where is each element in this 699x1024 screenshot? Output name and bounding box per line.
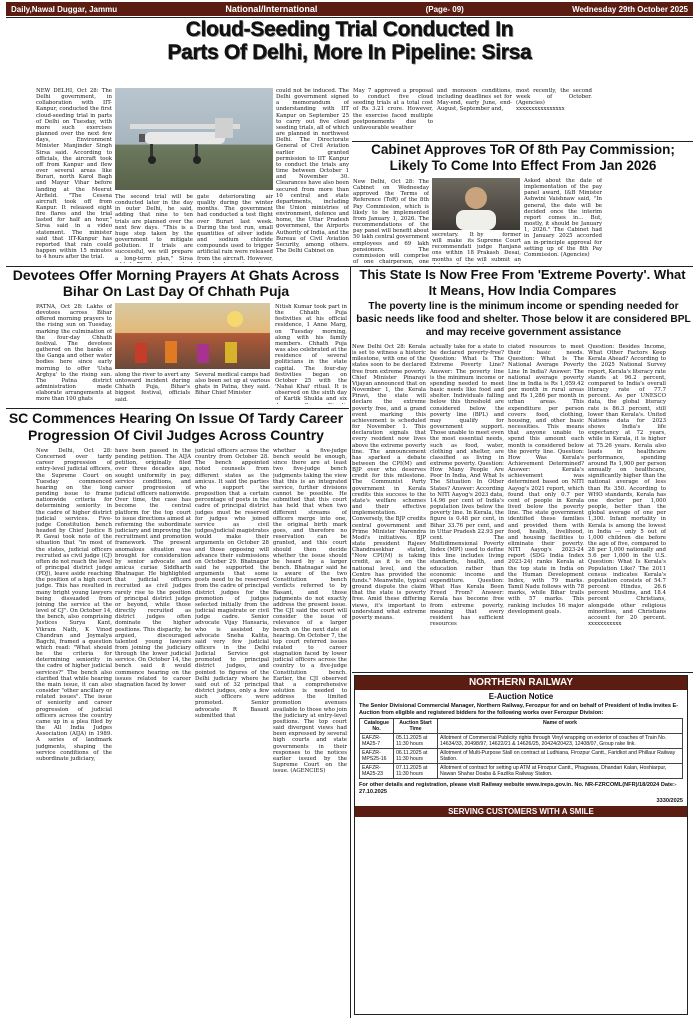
lead-column-3: gate deteriorating air quality during the winter months. The government had conducted a test flight over Burari last week. During the test run, small quantities of silver iodide and sodium chloride compounds used to trigger artificial rain were released from the aircraft. However, bbox=[197, 194, 273, 262]
sc-column-1: New Delhi, Oct 28: Concerned over tardy career progression of entry-level judicial officers, the Supreme Court on Tuesday commenced hearing on the long pending issue to frame nationwide criteria for determining seniority in the cadre of higher district judicial services. Five-judge Constitution bench headed by Chief Justice B R Gavai took note of the situation that "in most of the states, judicial officers recruited as civil judge (CJ) often do not reach the level of principal district judge (PDJ), leave aside reaching the position of a high court judge. This has resulted in many bright young lawyers being dissuaded from joining the service at the level of CJ". On October 14, the bench, also comprising Justices Surya Kant, Vikram Nath, K Vinod Chandran and Joymalya Bagchi, framed a question which read: "What should be the criteria for determining seniority in the cadre of higher judicial services?" The bench also clarified that while hearing the main issue, it can also consider "other ancillary or related issues". The issue of seniority and career progression of judicial officers across the country came up in a plea filed by the All India Judges Association (AIJA) in 1989. A series of landmark judgments, shaping the service conditions of the subordinate judiciary, bbox=[36, 448, 112, 762]
railway-ad bbox=[354, 675, 688, 1015]
crowd-icon bbox=[115, 303, 270, 369]
poverty-subhead: The poverty line is the minimum income or spending needed for basic needs like food and shelter. Those below it are considered BPL and may receive government assistance bbox=[356, 301, 691, 338]
chhath-column-4: Nitish Kumar took part in the Chhath Puja festivities at his official residence, 1 Anne Marg, on Tuesday morning, along with his family members. Chhath Puja was also celebrated at the residence of several politicians in the state capital. The four-day festivities began on October 25 with the 'Nahai Khai' ritual. It is observed on the sixth day of Kartik Shukla and six bbox=[275, 304, 347, 403]
poverty-column-3: ciated resources to meet their basic needs. Question: What Is The National Average Poverty Line In India? Answer: The national average poverty line in India is Rs 1,059.42 per month in rural areas and Rs 1,286 per month in urban areas. This expenditure per person covers food, clothing, housing, and other basic necessities. This means that anyone unable to spend this amount each month is considered below the poverty line. Question: How Was Kerala's Achievement Determined? Answer: Kerala's achievement was determined based on NITI Aayog's 2021 report, which found that only 0.7 per cent of people in Kerala lived below the poverty line. The state government identified these families and provided them with food, health, livelihood, and housing facilities to eliminate their poverty. NITI Aayog's 2023-24 report (SDG India Index 2023-24) ranks Kerala at the top state in India on the Human Development Index, with 79 marks. Tamil Nadu follows with 78 marks, while Bihar trails with 57 marks. This ranking includes 16 major development goals. bbox=[508, 344, 584, 615]
table-row bbox=[360, 749, 683, 764]
divider bbox=[352, 672, 693, 673]
table-cell: 06.11.2025 at 11:30 hours bbox=[394, 749, 438, 764]
table-cell: EAFZR-MA25-23 bbox=[360, 764, 394, 779]
table-cell: 07.11.2025 at 11:30 hours bbox=[394, 764, 438, 779]
person-icon bbox=[432, 178, 520, 230]
sc-headline-2: Progression Of Civil Judges Across Country bbox=[28, 427, 324, 443]
poverty-column-4: Question: Besides Income, What Other Factors Keep Kerala Ahead? According to the 2025 National Survey report, Kerala's literacy rate stands at 96.2 percent, compared to India's overall literacy rate of 77.7 percent. As per UNESCO data, the global literacy rate is 86.3 percent, still lower than Kerala's. United Nations data for 2023 shows India's life expectancy at 72 years, while in Kerala, it is higher at 75.26 years. Kerala also leads in healthcare performance, spending around Rs 1,900 per person annually on healthcare, significantly higher than the national average of less than Rs 350. According to WHO standards, Kerala has one doctor per 1,000 people, better than the global average of one per 1,300. Infant mortality in Kerala is among the lowest in India — only 5 out of 1,000 children die before the age of five, compared to 28 per 1,000 nationally and 5.6 per 1,000 in the U.S. Question: What Is Kerala's Population Like? The 2011 census indicates Kerala's population consists of 54.7 percent Hindus, 26.6 percent Muslims, and 18.4 percent Christians, alongside other religious minorities, and Christians account for 20 percent. xxxxxxxxxxx bbox=[588, 344, 666, 628]
cabinet-headline-2: Likely To Come Into Effect From Jan 2026 bbox=[389, 158, 657, 173]
poverty-column-1: New Delhi Oct 28: Kerala is set to witness a historic milestone, with one of the states soon to be declared free from extreme poverty. Chief Minister Pinarayi Vijayan announced that on November 1, the Kerala Piravi, the state will declare the extreme poverty free, and a grand event marking this achievement is scheduled for November 1. This declaration signals that every resident now lives above the extreme poverty line. The announcement has sparked a debate between the CPI(M) and BJP over who deserves credit for this milestone. The Communist Party government in Kerala credits this success to the state's welfare schemes and their effective implementation. Conversely, the BJP credits central government and Prime Minister Narendra Modi's initiatives. BJP state president Rajeev Chandrasekhar stated, "Now CPI(M) is taking credit, as it is on the national level, and the Centre has provided the funds." Meanwhile, typical ground dispute the claim that the state is poverty free. Amid these differing views, it's important to understand what extreme poverty means. bbox=[352, 344, 426, 621]
page-number: (Page- 09) bbox=[425, 4, 464, 14]
lead-column-1: NEW DELHI, Oct 28: The Delhi government, in collaboration with IIT-Kanpur, conducted the first cloud-seeding trial in parts of Delhi on Tuesday, with more such exercises planned over the next few days, Environment Minister Manjinder Singh Sirsa said. According to officials, the aircraft took off from Kanpur and flew over several areas like Burari, north Karol Bagh and Mayur Vihar before landing at the Meerut Airfield. "The Cessna aircraft took off from Kanpur. It released eight fire flares and the trial lasted for half an hour," Sirsa said in a video statement. The minister said that IIT-Kanpur has reported that rain could happen within 15 minutes to 4 hours after the trial. bbox=[36, 88, 112, 261]
table-header: Name of work bbox=[438, 719, 683, 734]
poverty-headline-1: This State Is Now Free From 'Extreme Poverty'. What bbox=[359, 267, 686, 282]
aircraft-icon bbox=[115, 88, 273, 190]
poverty-headline-2: It Means, How India Compares bbox=[428, 283, 617, 298]
sc-column-4: whether a five-judge bench would be enough, since there are at least two five-judge bench judgments taking the view that this is an integrated service, further divisions cannot be possible. He submitted that this court has held that when two different streams of officers merge into one, the original birth mark goes, and therefore no reservation can be granted, and this court should then decide whether the issue should be heard by a larger bench. Bhatnagar said he is aware of the two Constitution bench verdicts referred to by Basant, and those judgments do not exactly address the present issue. The CJI said the court will consider the issue of relevance of a larger bench on the next date of hearing. On October 7, the top court referred issues related to career stagnation faced by lower judicial officers across the country to a five-judge Constitution bench. Earlier, the CJI observed that a comprehensive solution is needed to address the limited promotion avenues available to those who join the judiciary at entry-level positions. The top court said divergent views had been expressed by several high courts and state governments in their responses to the notices earlier issued by the Supreme Court on the issue. (AGENCIES) bbox=[273, 448, 347, 775]
railway-footer-note: For other details and registration, please visit Railway website www.ireps.gov.in. No. NR-FZRCOML(NFR)/18/2024 Date:- 27.10.2025 bbox=[359, 782, 677, 795]
issue-date: Wednesday 29th October 2025 bbox=[572, 4, 688, 14]
paper-name: Daily,Nawal Duggar, Jammu bbox=[11, 4, 118, 14]
railway-ref: 3330/2025 bbox=[656, 798, 683, 805]
railway-subtitle: E-Auction Notice bbox=[488, 692, 554, 701]
chhath-headline-2: Bihar On Last Day Of Chhath Puja bbox=[62, 283, 290, 299]
divider bbox=[350, 266, 351, 1018]
divider bbox=[6, 408, 349, 409]
poverty-column-2: actually take for a state to be declared poverty-free? Question: What Is The Extreme Poverty Line? Answer: The poverty line is the minimum income or spending needed to meet basic needs like food and shelter. Individuals falling below this threshold are considered below the poverty line (BPL) and may qualify for government support. Those unable to meet even the most essential needs, such as food, water, clothing and shelter, are classified as living in extreme poverty. Question: How Many People Are Poor In India, And What Is The Situation In Other States? Answer: According to NITI Aayog's 2023 data, 14.96 per cent of India's population lives below the poverty line. In Kerala, the figure is 0.48 per cent, in Bihar 33.76 per cent, and in Uttar Pradesh 22.93 per cent. The Multidimensional Poverty Index (MPI) used to define this line includes living standards, health, and education rather than economic income and expenditure. Question: What Has Kerala Been Freed From? Answer: Kerala has become free from extreme poverty, meaning that every resident has sufficient resources bbox=[430, 344, 504, 628]
railway-slogan: SERVING CUSTOMERS WITH A SMILE bbox=[355, 806, 687, 817]
lead-column-6: and monsoon conditions, including deadlines set for May-end, early June, end-August, September and, bbox=[437, 88, 512, 113]
table-cell: EAFZR-MPS25-16 bbox=[360, 749, 394, 764]
table-header: Catalogue No. bbox=[360, 719, 394, 734]
table-header: Auction Start Time bbox=[394, 719, 438, 734]
table-cell: Allotment of Commercial Publicity rights through Vinyl wrapping on exterior of coaches of Train No. 14634/33, 20498/97, 14622/21 & 14626/25, 20424/20423, 12408/07, Group rake link. bbox=[438, 734, 683, 749]
table-cell: 05.11.2025 at 11:30 hours bbox=[394, 734, 438, 749]
chhath-column-1: PATNA, Oct 28: Lakhs of devotees across Bihar offered morning prayers to the rising sun on Tuesday, marking the culmination of the four-day Chhath festival. The devotees gathered on the banks of the Ganga and other water bodies here since early morning to offer 'Usha Arghya' to the rising sun. The Patna district administration made elaborate arrangements at more than 100 ghats bbox=[36, 304, 112, 403]
chhath-column-3: Several medical camps had also been set up at various ghats in Patna, they said. Bihar Chief Minister bbox=[195, 372, 270, 397]
cabinet-column-1: New Delhi, Oct 28: The Cabinet on Wednesday approved the Terms of Reference (ToR) of the 8th Pay Commission, which is likely to be implemented from January 1, 2026. The recommendations of the pay panel will benefit about 50 lakh central government employees and 69 lakh pensioners. The commission will comprise of one chairperson, one bbox=[353, 179, 429, 265]
divider bbox=[6, 17, 693, 18]
lead-column-2: The second trial will be conducted later in the day in outer Delhi, he said, adding that nine to ten trials are planned over the next few days. "This is a huge step taken by the government to mitigate pollution. If trials are successful, we will prepare a long-term plan," Sirsa bbox=[115, 194, 193, 262]
sc-column-2: have been passed in the pending petition. The AIJA petition, originally filed over three decades ago, sought uniformity in pay, service conditions, and career progression of judicial officers nationwide. Over time, the case has become the central platform for the top court to issue directions aimed at reforming the subordinate judiciary and improving the recruitment and promotion framework. The present anomalous situation was brought for consideration by senior advocate and amicus curiae Siddharth Bhatnagar. He highlighted that judicial officers recruited as civil judges rarely rise to the position of principal district judge or beyond, while those directly recruited as district judges often dominate the higher positions. This disparity, he argued, discouraged talented young lawyers from joining the judiciary through the lower judicial service. On October 14, the bench said it would commence hearing on the issues related to career stagnation faced by lower bbox=[115, 448, 191, 688]
table-row bbox=[360, 734, 683, 749]
lead-column-5: May 7 approved a proposal to conduct five cloud seeding trials at a total cost of Rs 3.21 crore. However, the exercise faced multiple postponements due to unfavourable weather bbox=[353, 88, 433, 131]
lead-headline-1: Cloud-Seeding Trial Conducted In bbox=[185, 18, 514, 41]
minister-photo bbox=[432, 178, 520, 230]
railway-intro: The Senior Divisional Commercial Manager, Northern Railway, Ferozpur for and on behalf of President of India invites E-Auction from eligible and registered bidders for the following works over Ferozpur Division: bbox=[359, 703, 679, 716]
lead-column-4: could not be induced. The Delhi government signed a memorandum of understanding with IIT Kanpur on September 25 to carry out five cloud seeding trials, all of which are planned in northwest Delhi. The Directorate General of Civil Aviation earlier granted permission to IIT Kanpur to conduct the trials any time between October 1 and November 30. Clearances have also been secured from more than 10 central and state departments, including the Union ministries of environment, defence and home, the Uttar Pradesh government, the Airports Authority of India, and the Bureau of Civil Aviation Security, among others. The Delhi Cabinet on bbox=[276, 88, 349, 255]
cabinet-headline-1: Cabinet Approves ToR Of 8th Pay Commission; bbox=[371, 142, 675, 157]
table-cell: Allotment of contract for setting up ATM at Firozpur Cantt., Phagwara, Dhandari Kalan, Hoshiarpur, Nawan Shahar Doaba & Fazilka Railway Station. bbox=[438, 764, 683, 779]
aircraft-photo bbox=[115, 88, 273, 190]
cabinet-column-4: Asked about the date of implementation of the pay panel award, I&B Minister Ashwini Vaishnaw said, "In general, the date will be decided once the interim report comes in... But, mostly, it should be January 1, 2026." The Cabinet had in January 2025 accorded an in-principle approval for setting up of the 8th Pay Commission. (Agencies) bbox=[524, 178, 602, 258]
railway-title: NORTHERN RAILWAY bbox=[355, 676, 687, 690]
lead-column-7: most recently, the second week of October. (Agencies) xxxxxxxxxxxxxxxx bbox=[516, 88, 592, 113]
table-cell: EAFZR-MA25-7 bbox=[360, 734, 394, 749]
section-name: National/International bbox=[225, 4, 318, 14]
cabinet-column-3: by former Supreme Court judge Ranjana Prakash Desai, will submit an bbox=[477, 232, 521, 263]
sc-column-3: judicial officers across the country from October 28. The bench appointed noted counsels from different states as the amicus. It said the parties who support the proposition that a certain percentage of posts in the cadre of principal district judges must be reserved for judges who joined service as civil judges/judicial magistrates would make their arguments on October 28 and those opposing will advance their submissions on October 29. Bhatnagar said he supported the arguments that some posts need to be reserved from the cadre of principal district judges for the promotion of judges selected initially from the judicial magistrate or civil judge cadre. Senior advocate Vijay Hansaria, who is assisted by advocate Sneha Kalita, said very few judicial officers in the Delhi Judicial Service got promoted to principal district judges, and pointed to figures of the Delhi judiciary where he said out of 32 principal district judges, only a few such officers were promoted. Senior advocate R Basant submitted that bbox=[195, 448, 269, 719]
chhath-photo bbox=[115, 303, 270, 369]
sc-headline-1: SC Commences Hearing On Issue Of Tardy Career bbox=[8, 410, 344, 426]
table-row bbox=[360, 764, 683, 779]
chhath-headline-1: Devotees Offer Morning Prayers At Ghats Across bbox=[12, 267, 340, 283]
chhath-column-2: along the river to avert any untoward incident during Chhath Puja, Bihar's biggest festival, officials said. bbox=[115, 372, 190, 403]
masthead-strip bbox=[6, 2, 693, 16]
tender-table bbox=[359, 718, 683, 779]
cabinet-column-2: secretary. It will make its recommendations within 18 months of the bbox=[432, 232, 474, 263]
table-cell: Allotment of Multi-Purpose Stall on contract at Ludhiana, Firozpur Cantt., Faridkot and Phillaur Railway Station. bbox=[438, 749, 683, 764]
lead-headline-2: Parts Of Delhi, More In Pipeline: Sirsa bbox=[167, 41, 532, 64]
divider bbox=[352, 141, 693, 142]
